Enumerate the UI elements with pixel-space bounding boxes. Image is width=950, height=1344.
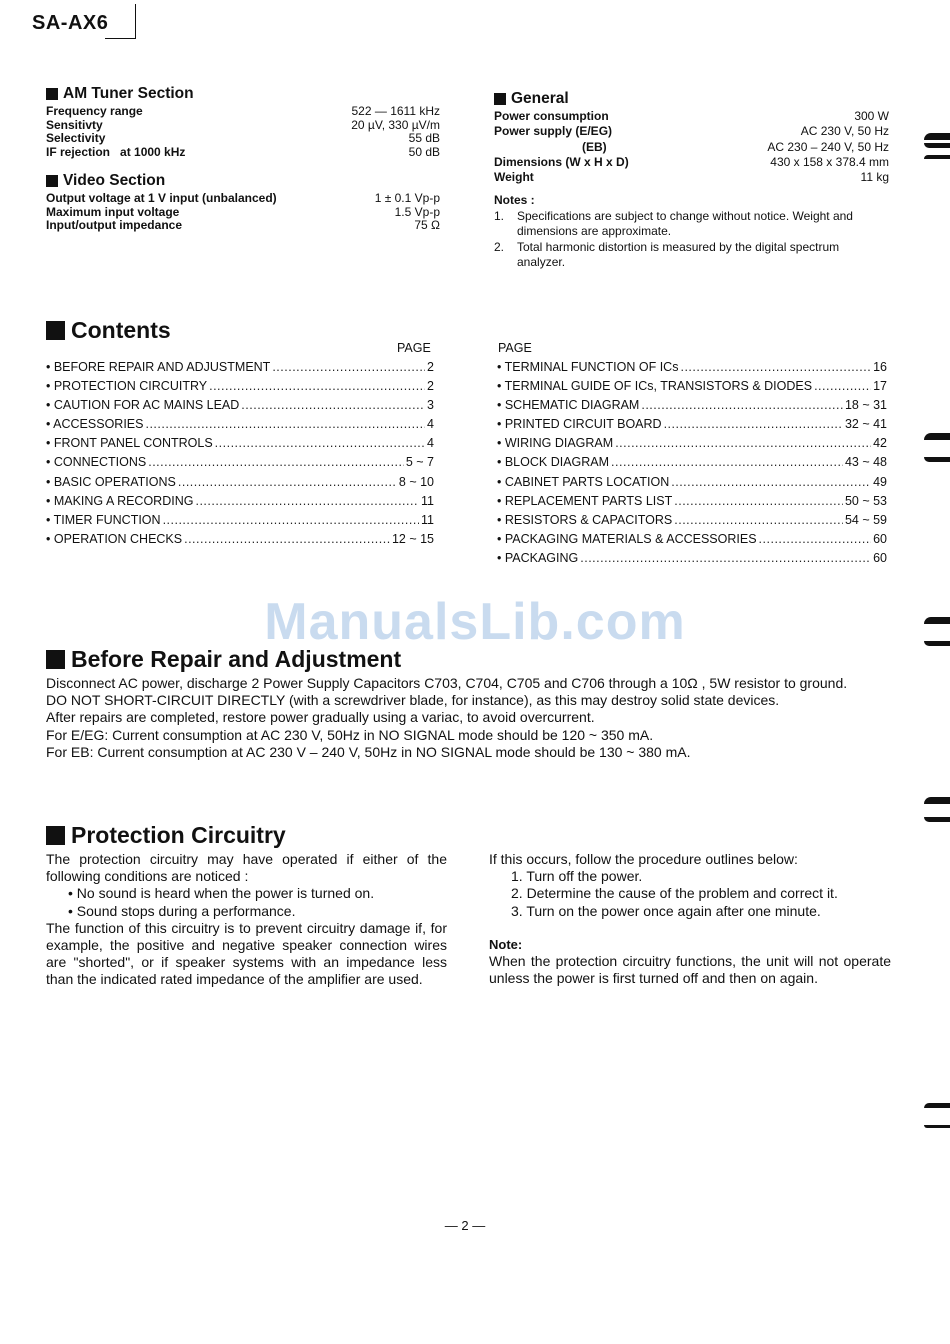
spec-value: 75 Ω <box>414 218 440 233</box>
video-specs <box>46 192 440 233</box>
toc-page: 18 ~ 31 <box>844 398 887 413</box>
toc-page: 43 ~ 48 <box>844 455 887 470</box>
spec-row <box>46 219 440 233</box>
toc-entry[interactable] <box>46 492 434 511</box>
toc-label: • ACCESSORIES <box>46 417 144 432</box>
spec-value: 55 dB <box>408 131 440 146</box>
protection-body: The function of this circuitry is to prevent circuitry damage if, for example, the positive and negative speaker connection wires are "shorted", or if speaker systems with an impedance less than the indicated rated impedance of the amplifier are used. <box>46 919 447 988</box>
model-number: SA-AX6 <box>32 12 109 34</box>
toc-leader <box>671 473 871 492</box>
am-tuner-specs <box>46 105 440 159</box>
toc-leader <box>184 530 390 549</box>
spec-label: Frequency range <box>46 104 143 118</box>
toc-entry[interactable] <box>497 453 887 472</box>
toc-entry[interactable] <box>46 530 434 549</box>
toc-label: • BEFORE REPAIR AND ADJUSTMENT <box>46 360 271 374</box>
protection-left-column <box>46 851 447 989</box>
toc-page: 17 <box>873 379 887 394</box>
toc-leader <box>674 492 843 511</box>
toc-page: 8 ~ 10 <box>398 474 434 489</box>
protection-bullet: • Sound stops during a performance. <box>68 902 296 919</box>
spec-row <box>46 206 440 220</box>
toc-entry[interactable] <box>497 358 887 377</box>
toc-page: 42 <box>873 436 887 451</box>
square-bullet-icon <box>46 88 58 100</box>
toc-label: • PACKAGING <box>497 550 579 565</box>
general-title: General <box>511 90 569 107</box>
header-corner-mark <box>105 4 136 39</box>
toc-right-column <box>497 358 887 568</box>
spec-row <box>494 170 889 185</box>
protection-intro: The protection circuitry may have operated if either of the following conditions are noticed : <box>46 851 447 885</box>
page-number: — 2 — <box>444 1218 486 1233</box>
toc-label: • BASIC OPERATIONS <box>46 474 176 489</box>
toc-entry[interactable] <box>497 492 887 511</box>
toc-page: 54 ~ 59 <box>844 512 887 527</box>
toc-label: • WIRING DIAGRAM <box>497 436 614 451</box>
general-heading <box>494 90 889 108</box>
toc-entry[interactable] <box>497 511 887 530</box>
toc-leader <box>272 358 425 377</box>
note-item <box>494 209 889 240</box>
toc-label: • PRINTED CIRCUIT BOARD <box>497 417 662 432</box>
toc-page: 16 <box>873 360 887 374</box>
toc-label: • TERMINAL GUIDE OF ICs, TRANSISTORS & DIODES <box>497 379 813 394</box>
toc-leader <box>674 511 843 530</box>
toc-label: • SCHEMATIC DIAGRAM <box>497 398 640 413</box>
toc-leader <box>178 473 397 492</box>
am-tuner-section <box>46 85 440 159</box>
toc-leader <box>195 492 419 511</box>
toc-label: • OPERATION CHECKS <box>46 531 183 546</box>
note-item <box>494 240 889 271</box>
toc-leader <box>163 511 419 530</box>
note-number: 2. <box>494 239 505 254</box>
watermark: ManualsLib.com <box>264 593 686 651</box>
spec-value: AC 230 V, 50 Hz <box>800 124 889 139</box>
toc-label: • CONNECTIONS <box>46 455 147 470</box>
spec-value: 20 µV, 330 µV/m <box>351 117 440 132</box>
toc-page: 5 ~ 7 <box>405 455 434 470</box>
general-specs <box>494 109 889 185</box>
toc-page: 12 ~ 15 <box>391 531 434 546</box>
toc-page: 60 <box>873 531 887 546</box>
contents-title: Contents <box>71 317 171 343</box>
toc-entry[interactable] <box>46 358 434 377</box>
spec-value: 1 ± 0.1 Vp-p <box>374 191 440 205</box>
square-bullet-icon <box>46 650 65 669</box>
before-repair-line: DO NOT SHORT-CIRCUIT DIRECTLY (with a screwdriver blade, for instance), as this may destroy solid state devices. <box>46 692 780 709</box>
toc-entry[interactable] <box>497 415 887 434</box>
note-text: Specifications are subject to change without notice. Weight and dimensions are approximate. <box>517 208 853 239</box>
toc-leader <box>814 377 871 396</box>
toc-label: • CABINET PARTS LOCATION <box>497 474 670 489</box>
square-bullet-icon <box>46 321 65 340</box>
toc-leader <box>209 377 425 396</box>
protection-bullet: • No sound is heard when the power is turned on. <box>68 885 375 902</box>
procedure-step: 1. Turn off the power. <box>511 868 643 885</box>
toc-left-column <box>46 358 434 549</box>
procedure-intro: If this occurs, follow the procedure outlines below: <box>489 851 798 867</box>
spec-label: Output voltage at 1 V input (unbalanced) <box>46 191 277 205</box>
spec-label: Weight <box>494 170 534 185</box>
toc-label: • PACKAGING MATERIALS & ACCESSORIES <box>497 531 757 546</box>
toc-entry[interactable] <box>46 511 434 530</box>
spec-label: Maximum input voltage <box>46 204 180 219</box>
square-bullet-icon <box>46 175 58 187</box>
general-section <box>494 90 889 271</box>
video-heading <box>46 172 440 190</box>
toc-page: 2 <box>427 360 434 374</box>
toc-entry[interactable] <box>497 396 887 415</box>
binder-hole-mark <box>922 155 950 169</box>
toc-leader <box>241 396 425 415</box>
spec-value: AC 230 – 240 V, 50 Hz <box>767 139 889 154</box>
spec-row <box>46 132 440 146</box>
square-bullet-icon <box>494 93 506 105</box>
am-tuner-title: AM Tuner Section <box>63 85 194 102</box>
binder-hole-mark <box>922 617 950 631</box>
spec-row <box>494 124 889 139</box>
spec-row <box>46 105 440 119</box>
contents-heading <box>46 317 171 344</box>
toc-leader <box>148 453 404 472</box>
toc-label: • TERMINAL FUNCTION OF ICs <box>497 360 679 374</box>
toc-leader <box>759 530 872 549</box>
before-repair-line: For E/EG: Current consumption at AC 230 V, 50Hz in NO SIGNAL mode should be 120 ~ 350 mA. <box>46 726 654 743</box>
spec-row <box>46 146 440 160</box>
spec-label: Input/output impedance <box>46 218 182 233</box>
spec-label: (EB) <box>582 139 607 154</box>
toc-page: 60 <box>873 550 887 565</box>
procedure-step: 3. Turn on the power once again after one minute. <box>511 902 821 919</box>
spec-row <box>46 119 440 133</box>
toc-leader <box>615 434 871 453</box>
procedure-step: 2. Determine the cause of the problem and correct it. <box>511 885 838 902</box>
toc-entry[interactable] <box>46 434 434 453</box>
spec-label: Dimensions (W x H x D) <box>494 154 629 169</box>
spec-row <box>494 109 889 124</box>
toc-page: 50 ~ 53 <box>844 493 887 508</box>
notes-block <box>494 193 889 271</box>
am-tuner-heading <box>46 85 440 103</box>
toc-entry[interactable] <box>46 473 434 492</box>
toc-leader <box>664 415 843 434</box>
before-repair-title: Before Repair and Adjustment <box>71 646 402 672</box>
spec-row <box>494 155 889 170</box>
toc-page: 3 <box>427 398 434 413</box>
toc-page: 32 ~ 41 <box>844 417 887 432</box>
toc-page: 4 <box>427 436 434 451</box>
toc-entry[interactable] <box>497 530 887 549</box>
toc-page: 49 <box>873 474 887 489</box>
spec-value: 522 — 1611 kHz <box>351 104 440 118</box>
toc-leader <box>215 434 425 453</box>
spec-value: 11 kg <box>860 170 889 185</box>
video-title: Video Section <box>63 172 166 189</box>
toc-entry[interactable] <box>46 415 434 434</box>
toc-entry[interactable] <box>46 377 434 396</box>
notes-title: Notes : <box>494 193 535 208</box>
before-repair-body <box>46 675 906 761</box>
toc-entry[interactable] <box>497 473 887 492</box>
toc-leader <box>680 358 871 377</box>
note-number: 1. <box>494 208 505 223</box>
toc-right-page-label: PAGE <box>498 341 532 355</box>
spec-label: Selectivity <box>46 131 106 146</box>
spec-value: 1.5 Vp-p <box>394 204 440 219</box>
toc-leader <box>641 396 843 415</box>
spec-value: 430 x 158 x 378.4 mm <box>770 154 889 169</box>
toc-entry[interactable] <box>46 453 434 472</box>
before-repair-line: After repairs are completed, restore power gradually using a variac, to avoid overcurrent. <box>46 709 595 726</box>
toc-leader <box>580 549 871 568</box>
toc-page: 4 <box>427 417 434 432</box>
toc-label: • MAKING A RECORDING <box>46 493 194 508</box>
toc-page: 11 <box>421 493 434 508</box>
toc-label: • TIMER FUNCTION <box>46 512 161 527</box>
protection-heading <box>46 822 286 849</box>
toc-entry[interactable] <box>497 377 887 396</box>
toc-label: • REPLACEMENT PARTS LIST <box>497 493 673 508</box>
toc-entry[interactable] <box>497 434 887 453</box>
spec-row <box>46 192 440 206</box>
spec-label: IF rejection at 1000 kHz <box>46 144 186 159</box>
note-text: When the protection circuitry functions, the unit will not operate unless the power is first turned off and then on again. <box>489 953 891 987</box>
protection-right-column <box>489 851 891 987</box>
spec-label: Power supply (E/EG) <box>494 124 613 139</box>
toc-left-page-label: PAGE <box>397 341 431 355</box>
binder-hole-mark <box>922 433 950 447</box>
binder-hole-mark <box>922 133 950 147</box>
spec-value: 50 dB <box>408 144 440 159</box>
note-title: Note: <box>489 936 523 952</box>
toc-page: 2 <box>427 379 434 394</box>
toc-label: • FRONT PANEL CONTROLS <box>46 436 213 451</box>
protection-title: Protection Circuitry <box>71 822 286 848</box>
toc-entry[interactable] <box>497 549 887 568</box>
toc-page: 11 <box>421 512 434 527</box>
video-section <box>46 172 440 233</box>
toc-label: • BLOCK DIAGRAM <box>497 455 610 470</box>
binder-hole-mark <box>922 797 950 811</box>
toc-leader <box>145 415 425 434</box>
square-bullet-icon <box>46 826 65 845</box>
before-repair-line: For EB: Current consumption at AC 230 V – 240 V, 50Hz in NO SIGNAL mode should be 130 ~ 380 mA. <box>46 743 691 760</box>
before-repair-heading <box>46 646 401 673</box>
toc-label: • RESISTORS & CAPACITORS <box>497 512 673 527</box>
binder-hole-mark <box>922 1103 950 1117</box>
toc-label: • PROTECTION CIRCUITRY <box>46 379 208 394</box>
note-text: Total harmonic distortion is measured by the digital spectrum analyzer. <box>517 239 840 270</box>
spec-label: Power consumption <box>494 109 609 123</box>
before-repair-line: Disconnect AC power, discharge 2 Power Supply Capacitors C703, C704, C705 and C706 through a 10Ω , 5W resistor to ground. <box>46 675 848 691</box>
toc-label: • CAUTION FOR AC MAINS LEAD <box>46 398 240 413</box>
spec-label: Sensitivty <box>46 117 103 132</box>
spec-value: 300 W <box>854 109 889 123</box>
toc-entry[interactable] <box>46 396 434 415</box>
spec-row <box>494 140 889 155</box>
toc-leader <box>611 453 843 472</box>
